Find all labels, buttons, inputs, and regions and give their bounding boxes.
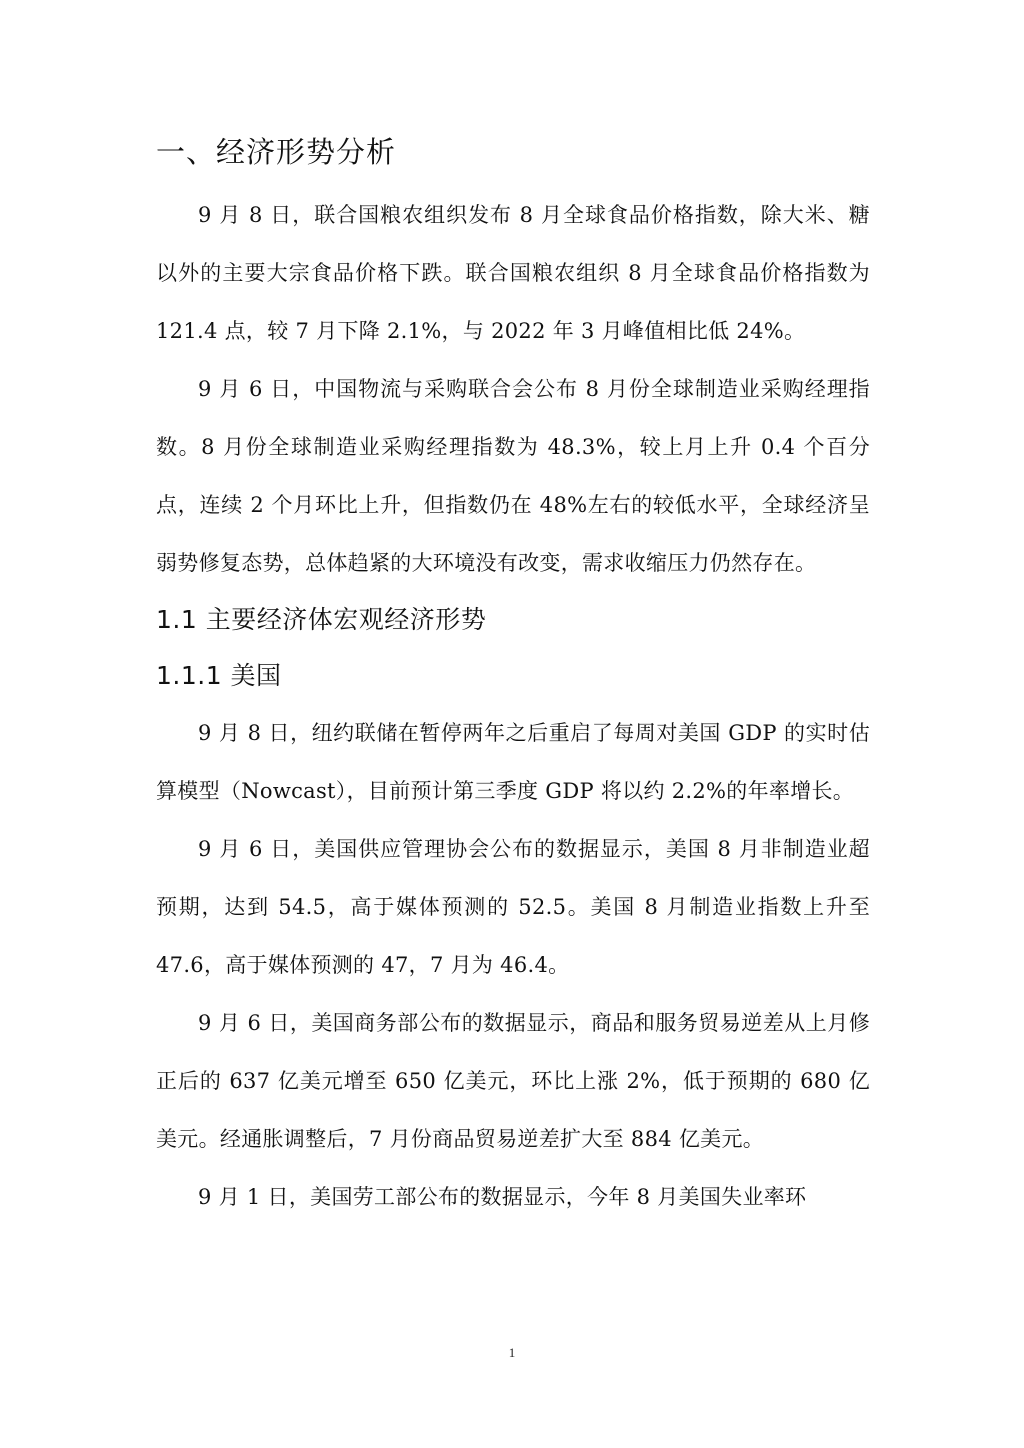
paragraph-trade-deficit: 9 月 6 日，美国商务部公布的数据显示，商品和服务贸易逆差从上月修正后的 637 亿美元增至 650 亿美元，环比上涨 2%，低于预期的 680 亿美元。经通胀调整后，7 月份商品贸易逆差扩大至 884 亿美元。 <box>156 1011 870 1151</box>
document-body <box>156 128 870 1226</box>
section-heading: 一、经济形势分析 <box>156 135 397 169</box>
page-number: 1 <box>508 1345 516 1360</box>
subsection-heading: 1.1 主要经济体宏观经济形势 <box>156 605 487 634</box>
paragraph-ny-fed-nowcast: 9 月 8 日，纽约联储在暂停两年之后重启了每周对美国 GDP 的实时估算模型（Nowcast），目前预计第三季度 GDP 将以约 2.2%的年率增长。 <box>156 721 870 803</box>
paragraph-global-pmi: 9 月 6 日，中国物流与采购联合会公布 8 月份全球制造业采购经理指数。8 月份全球制造业采购经理指数为 48.3%，较上月上升 0.4 个百分点，连续 2 个月环比上升，但指数仍在 48%左右的较低水平，全球经济呈弱势修复态势，总体趋紧的大环境没有改变，需求收缩压力仍然存在。 <box>156 377 870 575</box>
paragraph-ism-index: 9 月 6 日，美国供应管理协会公布的数据显示，美国 8 月非制造业超预期，达到 54.5，高于媒体预测的 52.5。美国 8 月制造业指数上升至 47.6，高于媒体预测的 47，7 月为 46.4。 <box>156 837 870 977</box>
subsubsection-heading-us: 1.1.1 美国 <box>156 661 282 690</box>
paragraph-food-price-index: 9 月 8 日，联合国粮农组织发布 8 月全球食品价格指数，除大米、糖以外的主要大宗食品价格下跌。联合国粮农组织 8 月全球食品价格指数为 121.4 点，较 7 月下降 2.1%，与 2022 年 3 月峰值相比低 24%。 <box>156 203 870 343</box>
paragraph-unemployment: 9 月 1 日，美国劳工部公布的数据显示，今年 8 月美国失业率环 <box>198 1185 807 1209</box>
